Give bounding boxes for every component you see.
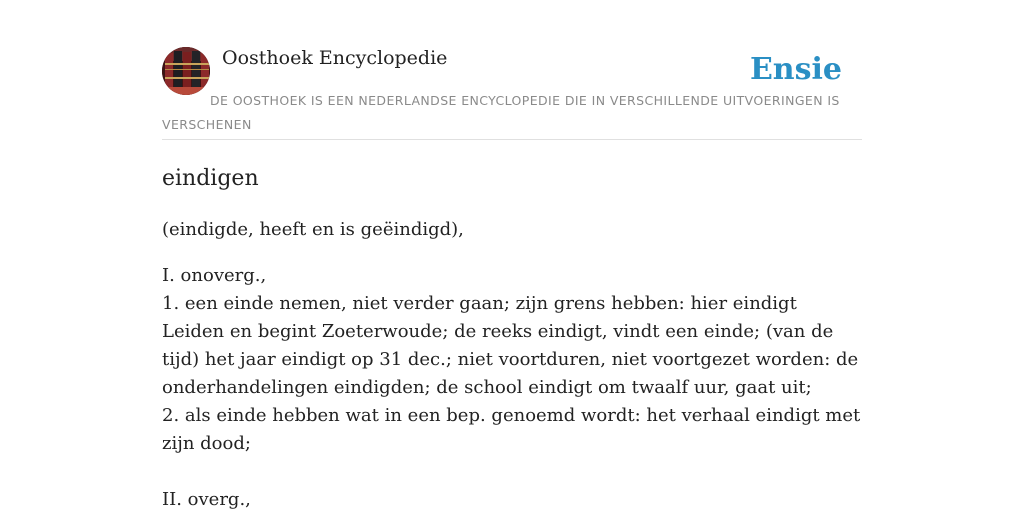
- entry-definition: [162, 262, 862, 512]
- sense-2: 2. als einde hebben wat in een bep. genoemd wordt: het verhaal eindigt met zijn dood;: [162, 405, 861, 454]
- entry-inflections: (eindigde, heeft en is geëindigd),: [162, 219, 464, 240]
- entry-headword: eindigen: [162, 166, 259, 191]
- source-avatar[interactable]: [162, 47, 210, 95]
- header: [162, 0, 862, 140]
- site-tagline: DE OOSTHOEK IS EEN NEDERLANDSE ENCYCLOPEDIE DIE IN VERSCHILLENDE UITVOERINGEN IS VERSCHENEN: [162, 93, 840, 132]
- section-spacer: [162, 458, 862, 486]
- sense-1: 1. een einde nemen, niet verder gaan; zijn grens hebben: hier eindigt Leiden en begint Zoeterwoude; de reeks eindigt, vindt een einde; (van de tijd) het jaar eindigt op 31 dec.; niet voortduren, niet voortgezet worden: de onderhandelingen eindigden; de school eindigt om twaalf uur, gaat uit;: [162, 293, 859, 398]
- entry-content: [162, 140, 862, 512]
- section-title-intransitive: I. onoverg.,: [162, 265, 267, 286]
- site-title[interactable]: Oosthoek Encyclopedie: [222, 47, 448, 69]
- brand-logo[interactable]: Ensie: [749, 52, 842, 87]
- page: [162, 0, 862, 512]
- book-spines-icon: [162, 47, 210, 95]
- section-title-transitive: II. overg.,: [162, 489, 251, 510]
